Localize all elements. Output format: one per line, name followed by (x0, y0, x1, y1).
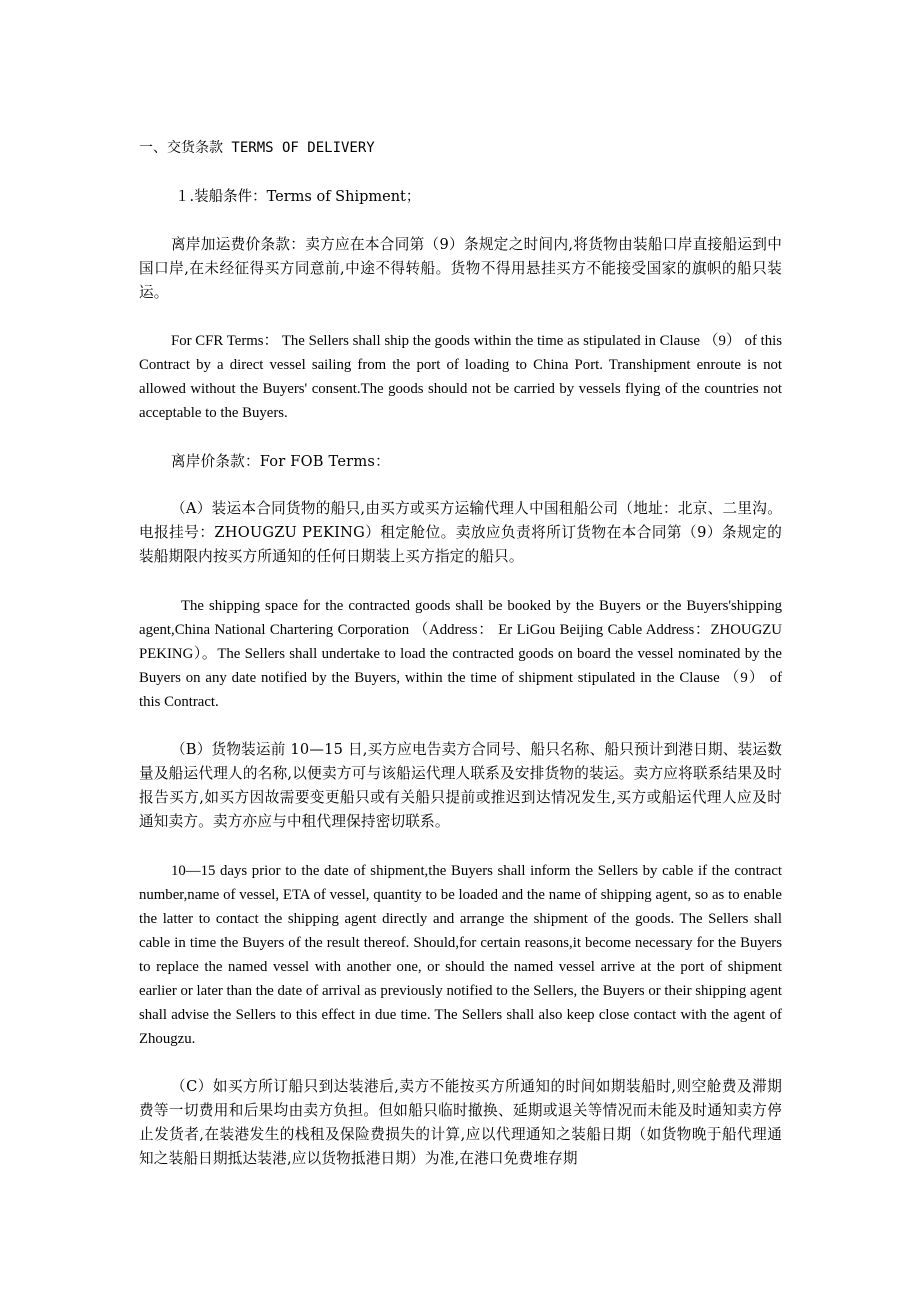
paragraph-cfr-cn: 离岸加运费价条款：卖方应在本合同第（9）条规定之时间内,将货物由装船口岸直接船运到中国口岸,在未经征得买方同意前,中途不得转船。货物不得用悬挂买方不能接受国家的旗帜的船只装运。 (139, 236, 782, 301)
paragraph-a-en: The shipping space for the contracted goods shall be booked by the Buyers or the Buyers'shipping agent,China National Chartering Corporation （Address： Er LiGou Beijing Cable Address：ZHOUGZU PEKING）。The Sellers shall undertake to load the contracted goods on board the vessel nominated by the Buyers on any date notified by the Buyers, within the time of shipment stipulated in the Clause （9） of this Contract. (139, 598, 782, 710)
section-heading: 一、交货条款 TERMS OF DELIVERY (139, 140, 375, 156)
paragraph-fob-heading: 离岸价条款：For FOB Terms： (171, 453, 390, 470)
paragraph-b-en: 10—15 days prior to the date of shipment,the Buyers shall inform the Sellers by cable if the contract number,name of vessel, ETA of vessel, quantity to be loaded and the name of shipping agent, so as to enable the latter to contact the shipping agent directly and arrange the shipment of the goods. The Sellers shall cable in time the Buyers of the result thereof. Should,for certain reasons,it become necessary for the Buyers to replace the named vessel with another one, or should the named vessel arrive at the port of shipment earlier or later than the date of arrival as previously notified to the Sellers, the Buyers or their shipping agent shall advise the Sellers to this effect in due time. The Sellers shall also keep close contact with the agent of Zhougzu. (139, 863, 782, 1047)
paragraph-b-cn: （B）货物装运前 10—15 日,买方应电告卖方合同号、船只名称、船只预计到港日期、装运数量及船运代理人的名称,以便卖方可与该船运代理人联系及安排货物的装运。卖方应将联系结果及时报告买方,如买方因故需要变更船只或有关船只提前或推迟到达情况发生,买方或船运代理人应及时通知卖方。卖方亦应与中租代理保持密切联系。 (139, 741, 782, 830)
subsection-heading: １.装船条件：Terms of Shipment； (175, 189, 421, 205)
paragraph-cfr-en: For CFR Terms： The Sellers shall ship the goods within the time as stipulated in Clause （9） of this Contract by a direct vessel sailing from the port of loading to China Port. Transhipment enroute is not allowed without the Buyers' consent.The goods should not be carried by vessels flying of the countries not acceptable to the Buyers. (139, 333, 782, 421)
paragraph-a-cn: （A）装运本合同货物的船只,由买方或买方运输代理人中国租船公司（地址：北京、二里沟。电报挂号：ZHOUGZU PEKING）租定舱位。卖放应负责将所订货物在本合同第（9）条规定的装船期限内按买方所通知的任何日期装上买方指定的船只。 (139, 500, 782, 565)
paragraph-c-cn: （C）如买方所订船只到达装港后,卖方不能按买方所通知的时间如期装船时,则空舱费及滞期费等一切费用和后果均由卖方负担。但如船只临时撤换、延期或退关等情况而未能及时通知卖方停止发货者,在装港发生的栈租及保险费损失的计算,应以代理通知之装船日期（如货物晚于船代理通知之装船日期抵达装港,应以货物抵港日期）为准,在港口免费堆存期 (139, 1078, 782, 1167)
